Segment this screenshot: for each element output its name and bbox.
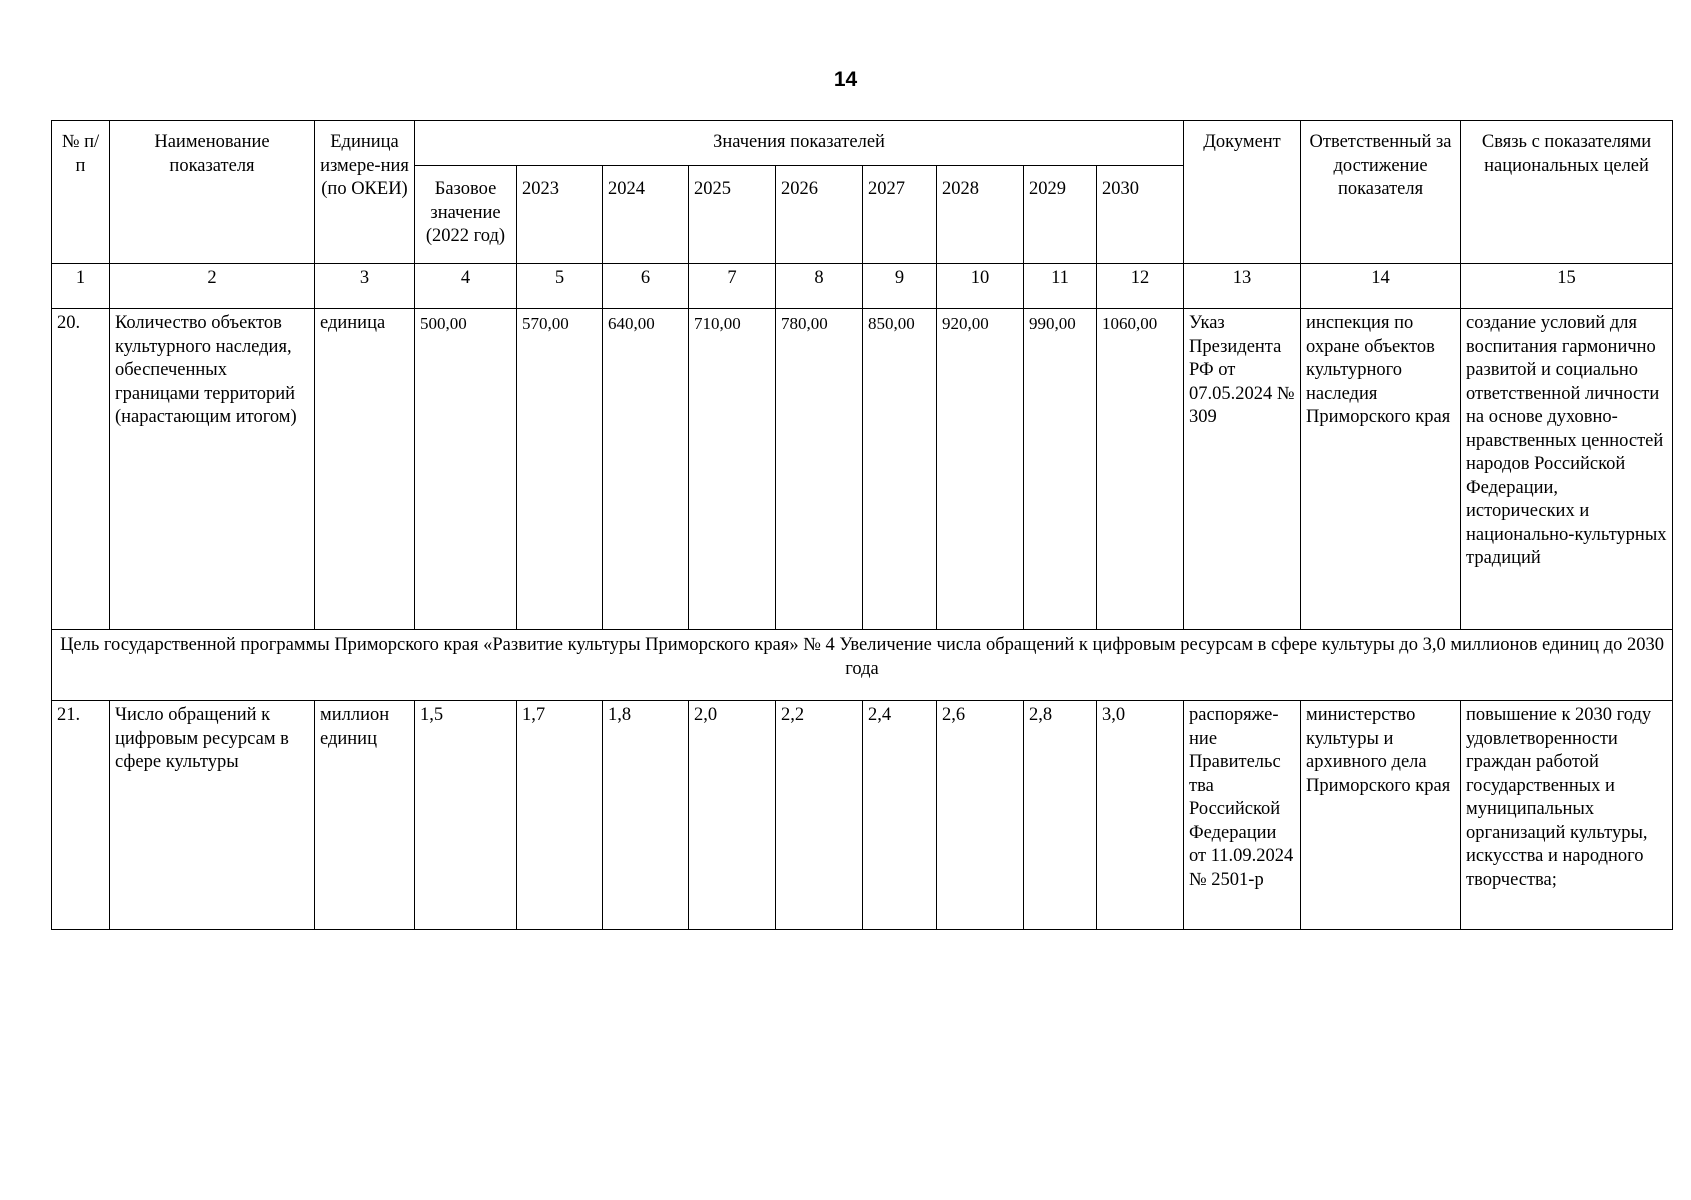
- row-num: 20.: [52, 309, 110, 630]
- row-value: 1,7: [517, 701, 603, 930]
- goal-heading-row: [52, 630, 1673, 701]
- column-number: 13: [1184, 264, 1301, 309]
- page-number: 14: [833, 68, 858, 91]
- row-value: 1060,00: [1097, 309, 1184, 630]
- row-responsible: министерство культуры и архивного дела Приморского края: [1301, 701, 1461, 930]
- row-num: 21.: [52, 701, 110, 930]
- table-row: [52, 309, 1673, 630]
- header-num: № п/п: [52, 121, 110, 264]
- column-number: 3: [315, 264, 415, 309]
- column-number: 10: [937, 264, 1024, 309]
- header-base-value: Базовое значение (2022 год): [415, 166, 517, 264]
- header-year: 2028: [937, 166, 1024, 264]
- row-value: 2,6: [937, 701, 1024, 930]
- column-number-row: [52, 264, 1673, 309]
- header-year: 2026: [776, 166, 863, 264]
- row-unit: единица: [315, 309, 415, 630]
- row-value-base: 500,00: [415, 309, 517, 630]
- row-value: 640,00: [603, 309, 689, 630]
- column-number: 15: [1461, 264, 1673, 309]
- row-name: Количество объектов культурного наследия, обеспеченных границами территорий (нарастающим итогом): [110, 309, 315, 630]
- row-value: 2,8: [1024, 701, 1097, 930]
- header-year: 2025: [689, 166, 776, 264]
- column-number: 11: [1024, 264, 1097, 309]
- header-link: Связь с показателями национальных целей: [1461, 121, 1673, 264]
- header-year: 2027: [863, 166, 937, 264]
- header-year: 2024: [603, 166, 689, 264]
- row-value: 780,00: [776, 309, 863, 630]
- header-document: Документ: [1184, 121, 1301, 264]
- header-year: 2029: [1024, 166, 1097, 264]
- row-value: 1,8: [603, 701, 689, 930]
- header-year: 2030: [1097, 166, 1184, 264]
- column-number: 5: [517, 264, 603, 309]
- column-number: 8: [776, 264, 863, 309]
- row-value: 2,0: [689, 701, 776, 930]
- row-value: 990,00: [1024, 309, 1097, 630]
- row-unit: миллион единиц: [315, 701, 415, 930]
- header-row-1: [52, 121, 1673, 166]
- row-name: Число обращений к цифровым ресурсам в сфере культуры: [110, 701, 315, 930]
- header-unit: Единица измере-ния (по ОКЕИ): [315, 121, 415, 264]
- row-responsible: инспекция по охране объектов культурного наследия Приморского края: [1301, 309, 1461, 630]
- row-value: 850,00: [863, 309, 937, 630]
- column-number: 12: [1097, 264, 1184, 309]
- row-value: 2,4: [863, 701, 937, 930]
- column-number: 2: [110, 264, 315, 309]
- indicators-table: [51, 120, 1673, 930]
- header-year: 2023: [517, 166, 603, 264]
- column-number: 1: [52, 264, 110, 309]
- row-value: 3,0: [1097, 701, 1184, 930]
- row-link: создание условий для воспитания гармонично развитой и социально ответственной личности на основе духовно-нравственных ценностей народов Российской Федерации, исторических и национально-культурных традиций: [1461, 309, 1673, 630]
- table-row: [52, 701, 1673, 930]
- row-value: 710,00: [689, 309, 776, 630]
- column-number: 7: [689, 264, 776, 309]
- goal-heading: Цель государственной программы Приморского края «Развитие культуры Приморского края» № 4 Увеличение числа обращений к цифровым ресурсам в сфере культуры до 3,0 миллионов единиц до 2030 года: [52, 630, 1673, 701]
- column-number: 14: [1301, 264, 1461, 309]
- column-number: 6: [603, 264, 689, 309]
- row-value: 920,00: [937, 309, 1024, 630]
- column-number: 9: [863, 264, 937, 309]
- row-value: 2,2: [776, 701, 863, 930]
- row-link: повышение к 2030 году удовлетворенности граждан работой государственных и муниципальных организаций культуры, искусства и народного творчества;: [1461, 701, 1673, 930]
- row-document: распоряже-ние Правительс тва Российской Федерации от 11.09.2024 № 2501-р: [1184, 701, 1301, 930]
- column-number: 4: [415, 264, 517, 309]
- header-name: Наименование показателя: [110, 121, 315, 264]
- row-value-base: 1,5: [415, 701, 517, 930]
- row-document: Указ Президента РФ от 07.05.2024 № 309: [1184, 309, 1301, 630]
- header-values-group: Значения показателей: [415, 121, 1184, 166]
- row-value: 570,00: [517, 309, 603, 630]
- header-responsible: Ответственный за достижение показателя: [1301, 121, 1461, 264]
